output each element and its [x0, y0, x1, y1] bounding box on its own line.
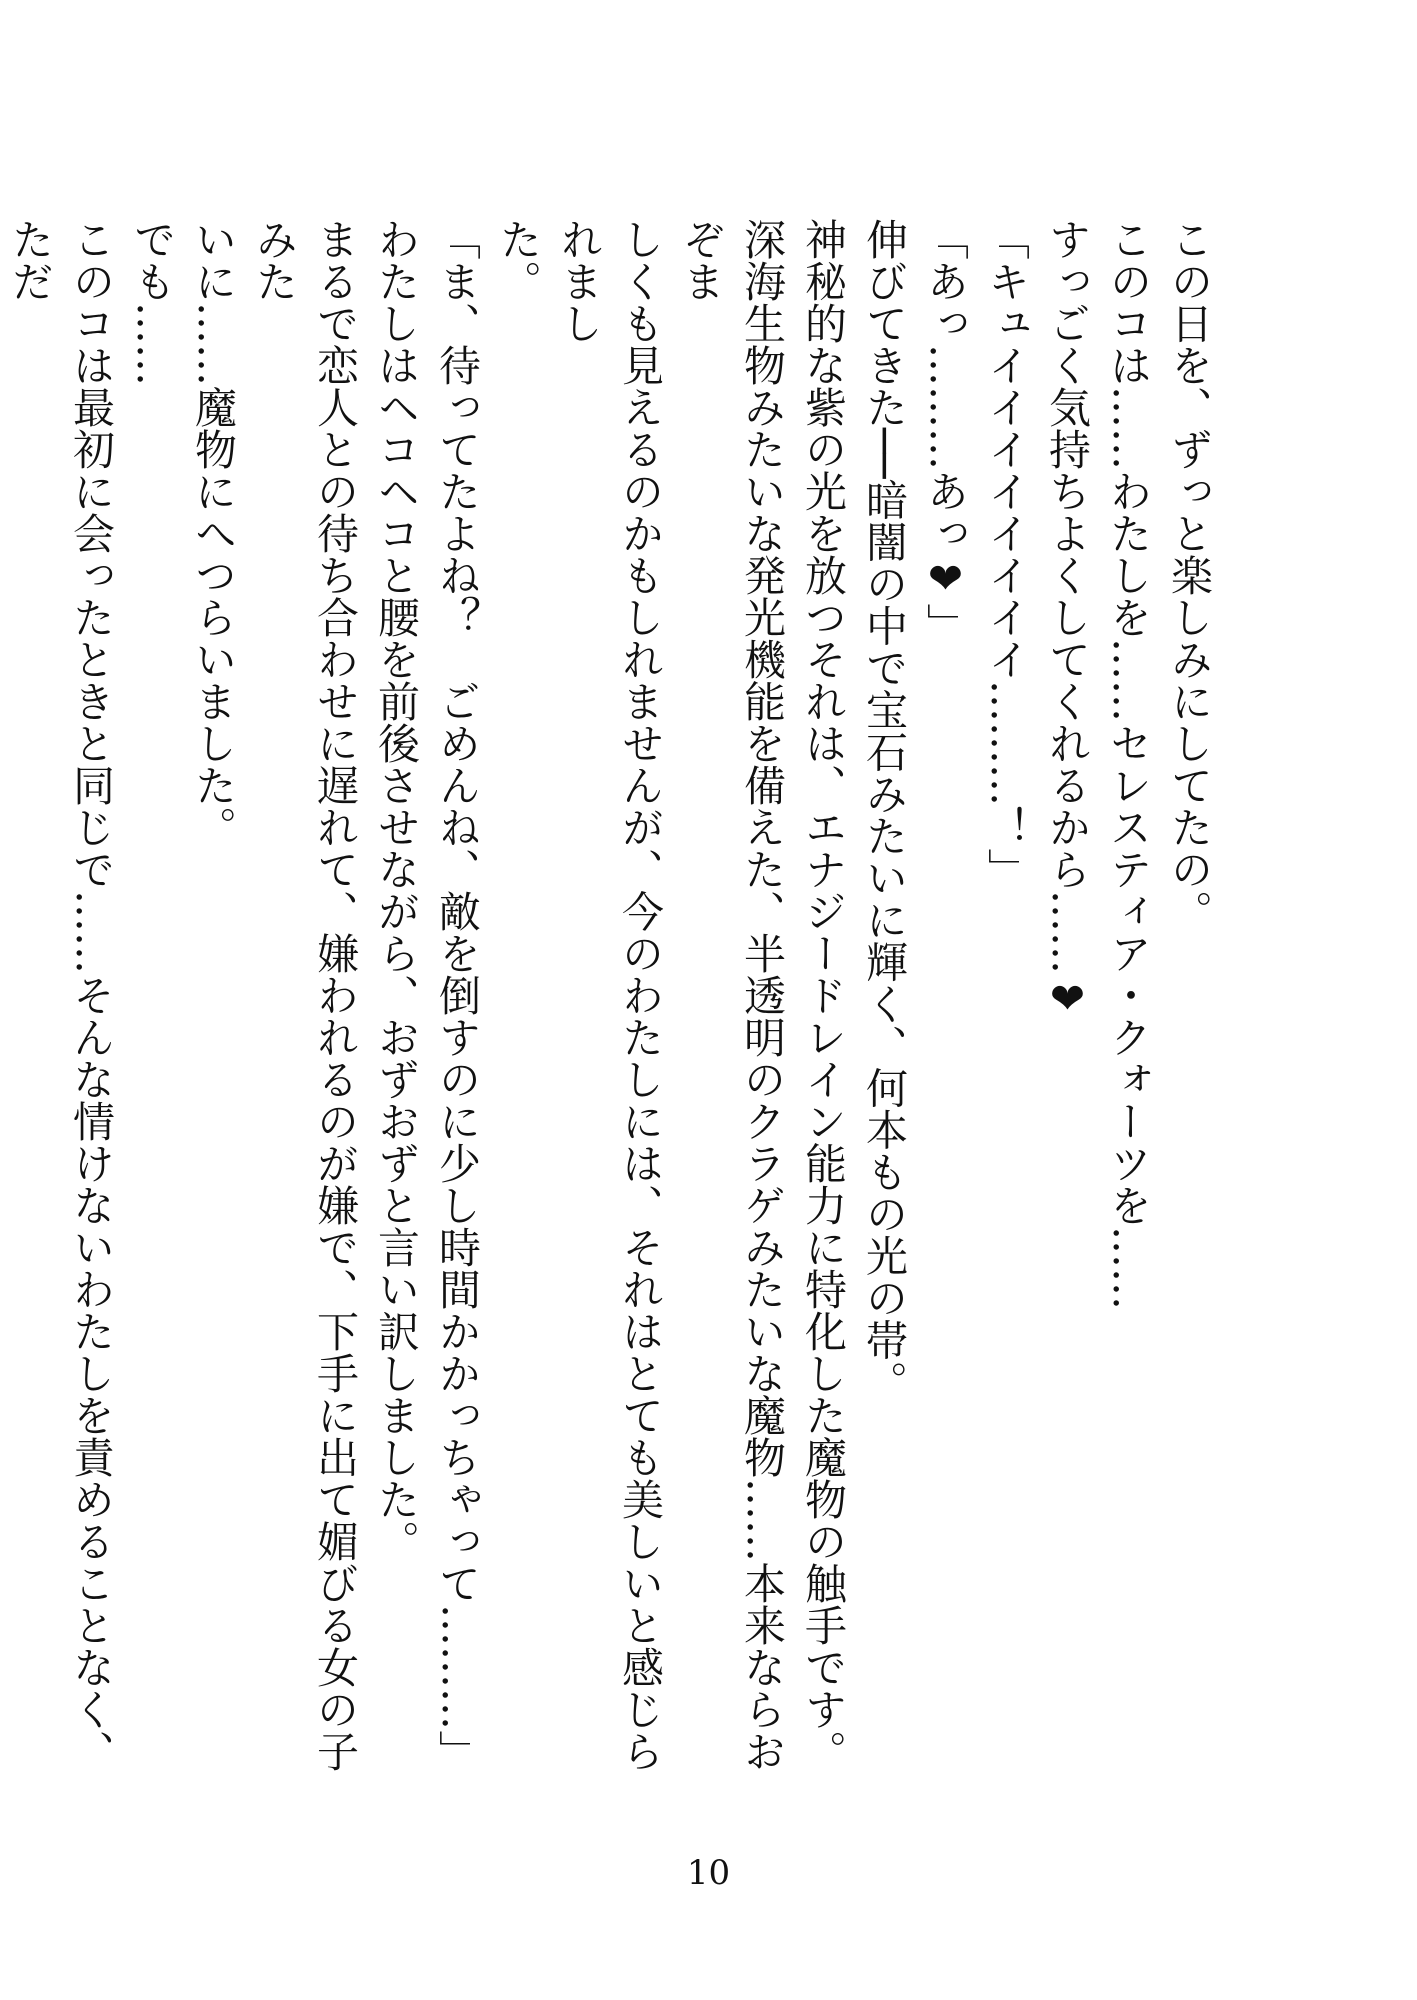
text-line: このコは最初に会ったときと同じで……そんな情けないわたしを責めることなく、ただ: [6, 218, 116, 1772]
text-line: このコは……わたしを……セレスティア・クォーツを……: [1104, 218, 1153, 1310]
text-line: でも……: [128, 218, 177, 386]
text-line: すっごく気持ちよくしてくれるから……❤: [1043, 218, 1092, 1023]
text-line: 「キュイイイイイイイイ………！」: [982, 218, 1031, 890]
text-line: 神秘的な紫の光を放つそれは、エナジードレイン能力に特化した魔物の触手です。: [799, 218, 848, 1772]
text-line: 伸びてきた──暗闇の中で宝石みたいに輝く、何本もの光の帯。: [860, 218, 909, 1403]
text-line: 深海生物みたいな発光機能を備えた、半透明のクラゲみたいな魔物……本来ならおぞま: [677, 218, 787, 1772]
text-line: この日を、ずっと楽しみにしてたの。: [1165, 218, 1214, 932]
body-text: [6, 218, 1220, 1778]
text-line: いに……魔物にへつらいました。: [189, 218, 238, 848]
text-line: 「ま、待ってたよね？ ごめんね、敵を倒すのに少し時間かかっちゃって………」: [433, 218, 482, 1772]
page-number: 10: [686, 1853, 731, 1893]
text-line: た。: [494, 218, 543, 302]
text-line: まるで恋人との待ち合わせに遅れて、嫌われるのが嫌で、下手に出て媚びる女の子みた: [250, 218, 360, 1772]
text-line: しくも見えるのかもしれませんが、今のわたしには、それはとても美しいと感じられまし: [555, 218, 665, 1772]
text-line: わたしはヘコヘコと腰を前後させながら、おずおずと言い訳しました。: [372, 218, 421, 1562]
text-line: 「あっ………あっ❤」: [921, 218, 970, 645]
